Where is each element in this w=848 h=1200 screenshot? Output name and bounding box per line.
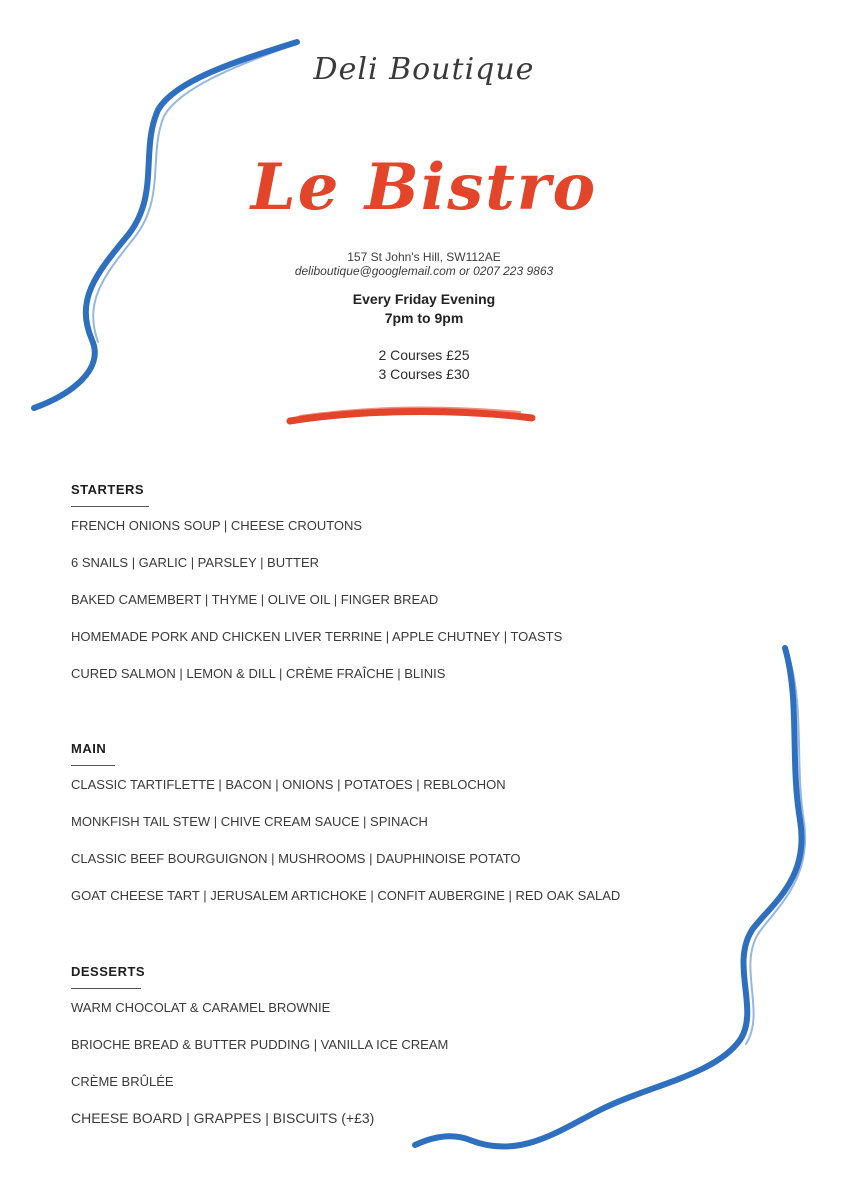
menu-item: WARM CHOCOLAT & CARAMEL BROWNIE <box>71 1000 331 1015</box>
section-rule <box>71 506 149 507</box>
price-three-courses: 3 Courses £30 <box>378 366 470 382</box>
menu-item: GOAT CHEESE TART | JERUSALEM ARTICHOKE | CONFIT AUBERGINE | RED OAK SALAD <box>71 888 621 903</box>
menu-item: CHEESE BOARD | GRAPPES | BISCUITS (+£3) <box>71 1110 375 1126</box>
section-rule <box>71 988 141 989</box>
page-title: Le Bistro <box>250 150 598 225</box>
schedule-time: 7pm to 9pm <box>384 310 464 326</box>
address: 157 St John's Hill, SW112AE <box>347 250 501 264</box>
menu-item: CURED SALMON | LEMON & DILL | CRÈME FRAÎCHE | BLINIS <box>71 666 446 681</box>
price-two-courses: 2 Courses £25 <box>378 347 470 363</box>
menu-item: 6 SNAILS | GARLIC | PARSLEY | BUTTER <box>71 555 320 570</box>
shop-name: Deli Boutique <box>313 52 535 87</box>
section-title: STARTERS <box>71 482 145 497</box>
section-title: MAIN <box>71 741 107 756</box>
menu-item: FRENCH ONIONS SOUP | CHEESE CROUTONS <box>71 518 363 533</box>
desserts-section <box>71 963 771 1126</box>
prices <box>0 346 848 384</box>
menu-item: MONKFISH TAIL STEW | CHIVE CREAM SAUCE | SPINACH <box>71 814 428 829</box>
menu-item: CRÈME BRÛLÉE <box>71 1074 174 1089</box>
menu-item: BRIOCHE BREAD & BUTTER PUDDING | VANILLA ICE CREAM <box>71 1037 449 1052</box>
schedule-day: Every Friday Evening <box>352 291 496 307</box>
menu-item: CLASSIC TARTIFLETTE | BACON | ONIONS | POTATOES | REBLOCHON <box>71 777 506 792</box>
contact-info: deliboutique@googlemail.com or 0207 223 9863 <box>294 264 554 278</box>
menu-item: BAKED CAMEMBERT | THYME | OLIVE OIL | FINGER BREAD <box>71 592 439 607</box>
section-rule <box>71 765 115 766</box>
menu-item: HOMEMADE PORK AND CHICKEN LIVER TERRINE | APPLE CHUTNEY | TOASTS <box>71 629 563 644</box>
orange-brush-underline <box>290 412 532 421</box>
schedule <box>0 290 848 328</box>
menu-item: CLASSIC BEEF BOURGUIGNON | MUSHROOMS | DAUPHINOISE POTATO <box>71 851 521 866</box>
section-title: DESSERTS <box>71 964 146 979</box>
starters-section <box>71 481 771 681</box>
main-section <box>71 740 771 903</box>
